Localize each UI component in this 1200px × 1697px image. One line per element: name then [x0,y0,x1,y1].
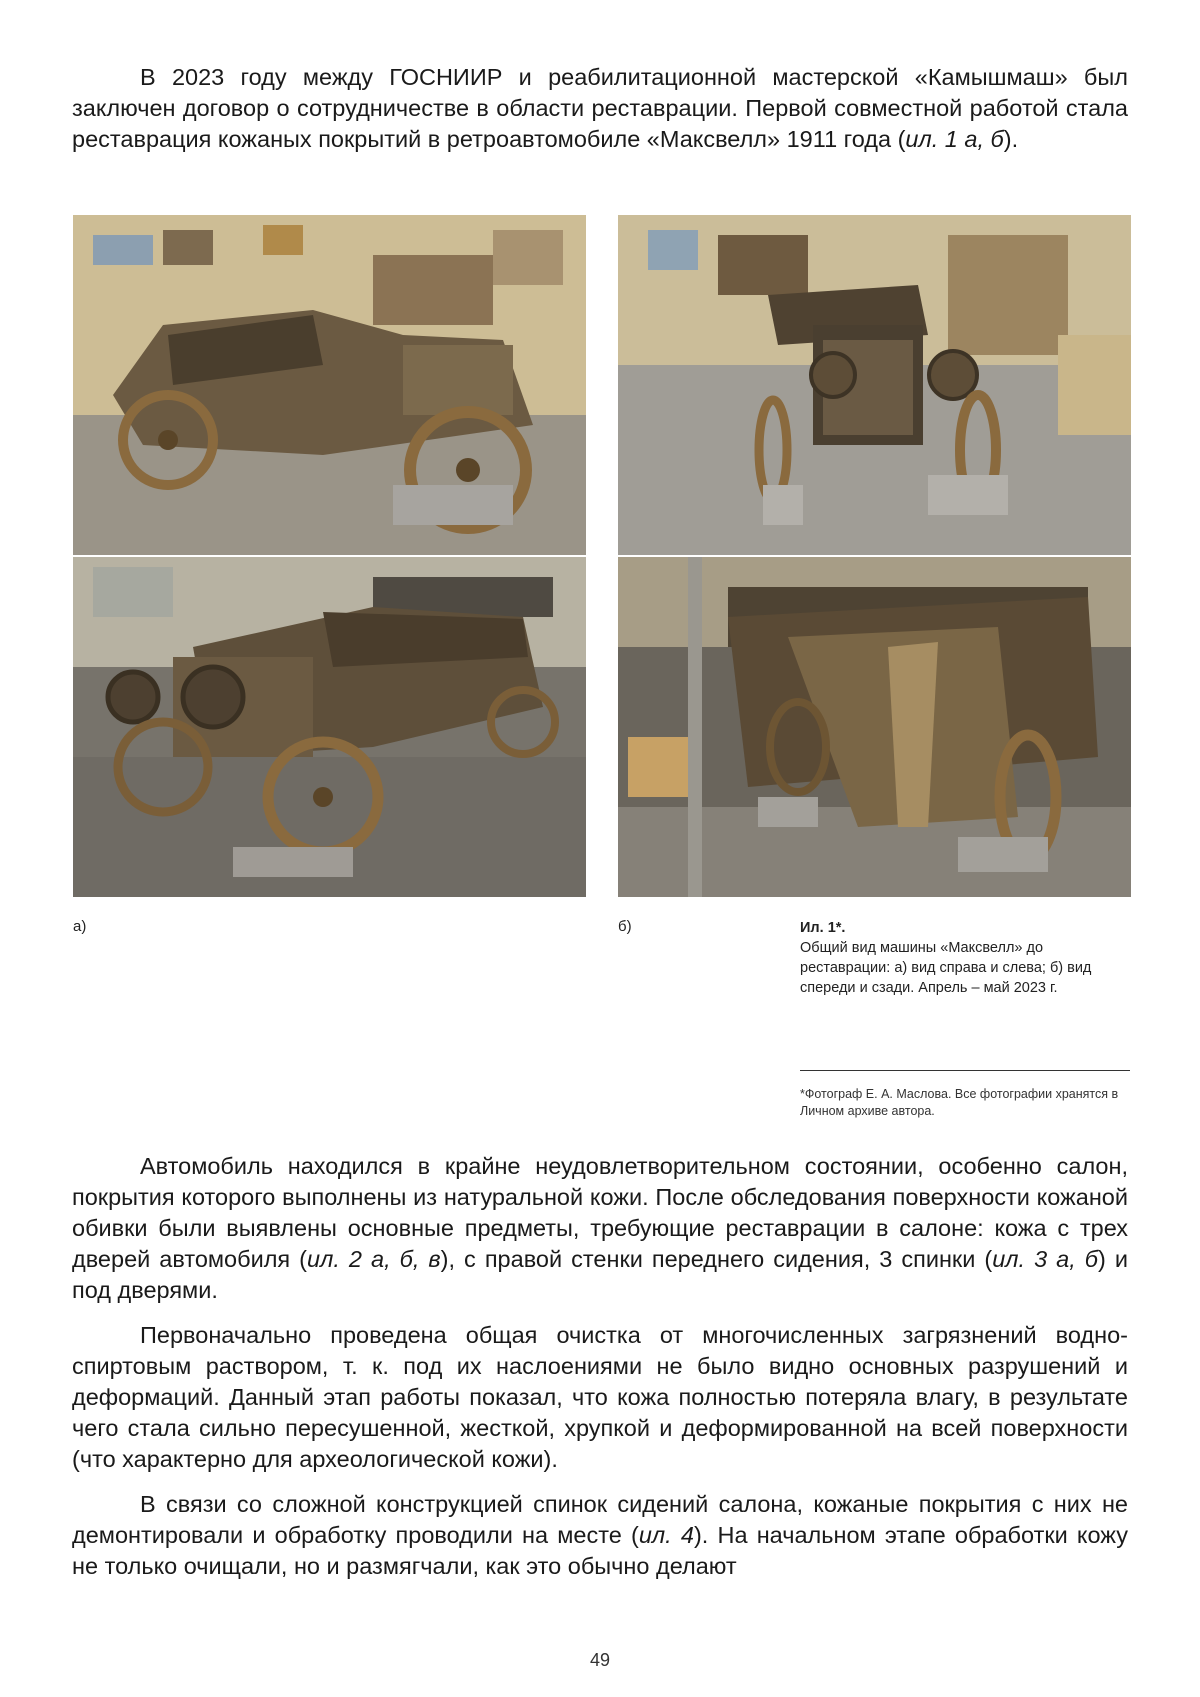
figure-reference: ил. 2 а, б, в [307,1246,441,1272]
photo-car-left-side [73,557,586,897]
footnote: *Фотограф Е. А. Маслова. Все фотографии хранятся в Личном архиве автора. [800,1087,1119,1118]
paragraph-text: ), с правой стенки переднего сидения, 3 спинки ( [440,1246,993,1272]
footnote-divider [800,1070,1130,1071]
paragraph-text: Автомобиль находился в крайне неудовлетворительном состоянии, особенно салон, покрытия которого выполнены из натуральной кожи. После обследования поверхности кожаной обивки были выявлены основные предметы, требующие реставрации в салоне: кожа с трех дверей автомобиля ( [72,1153,1128,1272]
figure-caption-text: Общий вид машины «Максвелл» до реставрации: а) вид справа и слева; б) вид спереди и сзади. Апрель – май 2023 г. [800,940,1092,996]
paragraph-text: ). [1003,126,1019,152]
figure-reference: ил. 3 а, б [992,1246,1099,1272]
paragraph-cleaning [72,1320,1128,1475]
paragraph-text: В связи со сложной конструкцией спинок сидений салона, кожаные покрытия с них не демонтировали и обработку проводили на месте ( [72,1491,1128,1548]
figure-reference: ил. 4 [638,1522,694,1548]
photo-car-right-side [73,215,586,555]
figure-reference: ил. 1 а, б [905,126,1004,152]
figure-caption-title: Ил. 1*. [800,920,846,936]
figure-caption [800,918,1130,998]
paragraph-condition [72,1151,1128,1306]
page-number: 49 [589,1650,611,1670]
paragraph-treatment [72,1489,1128,1582]
paragraph-intro [72,62,1128,155]
photo-car-front [618,215,1131,555]
paragraph-text: ) и под дверями. [72,1246,1129,1303]
paragraph-text: Первоначально проведена общая очистка от многочисленных загрязнений водно-спиртовым раствором, т. к. под их наслоениями не было видно основных разрушений и деформаций. Данный этап работы показал, что кожа полностью потеряла влагу, в результате чего стала сильно пересушенной, жесткой, хрупкой и деформированной на всей поверхности (что характерно для археологической кожи). [72,1322,1128,1472]
photo-car-rear [618,557,1131,897]
paragraph-text: ). На начальном этапе обработки кожу не только очищали, но и размягчали, как это обычно делают [72,1522,1129,1579]
figure-sublabel-a: а) [73,918,87,935]
figure-sublabel-b: б) [618,918,632,935]
paragraph-text: В 2023 году между ГОСНИИР и реабилитационной мастерской «Камышмаш» был заключен договор о сотрудничестве в области реставрации. Первой совместной работой стала реставрация кожаных покрытий в ретроавтомобиле «Максвелл» 1911 года ( [72,64,1128,152]
